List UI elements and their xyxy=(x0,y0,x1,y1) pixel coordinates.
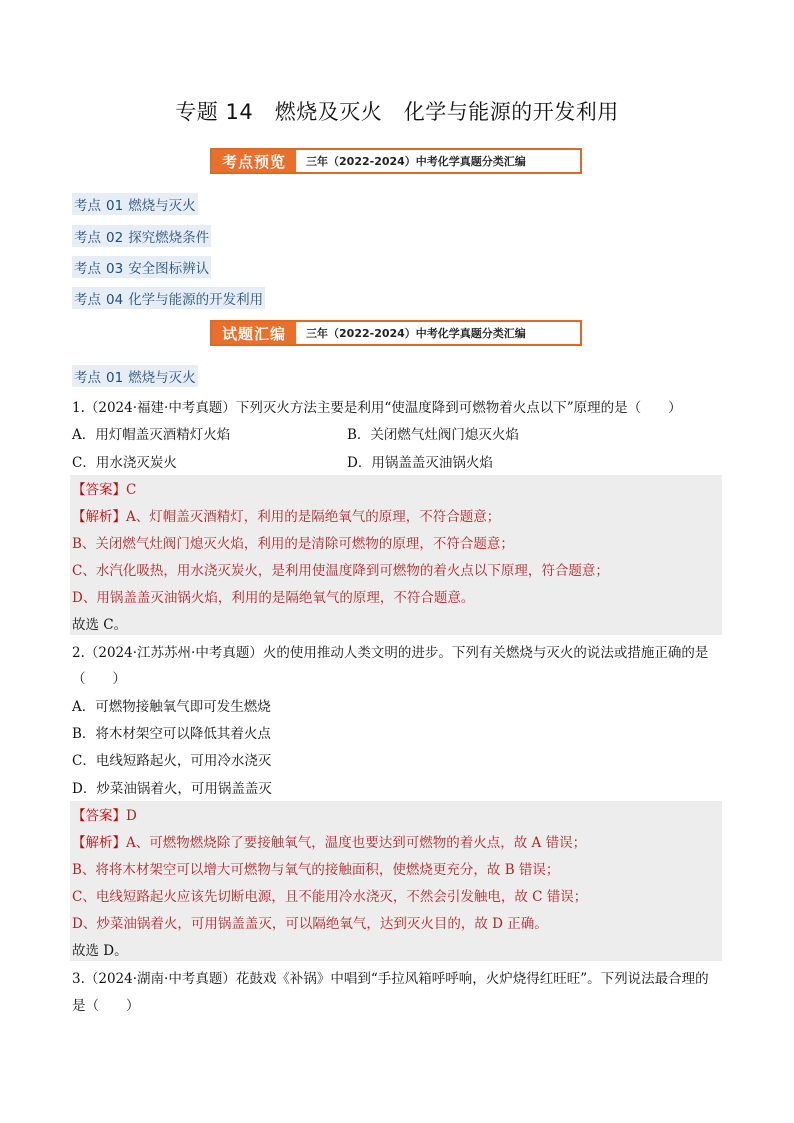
toc-prefix: 考点 xyxy=(74,292,101,308)
toc-link-01[interactable] xyxy=(72,193,198,215)
toc-label: 燃烧与灭火 xyxy=(128,198,196,214)
preview-banner xyxy=(210,148,582,174)
question-1-stem: 1.（2024·福建·中考真题）下列灭火方法主要是利用“使温度降到可燃物着火点以下”原理的是（ ） xyxy=(72,400,682,416)
q1-answer-box xyxy=(70,475,722,635)
page-title: 专题 14 燃烧及灭火 化学与能源的开发利用 xyxy=(175,100,619,124)
q1-analysis-line: 【解析】A、灯帽盖灭酒精灯，利用的是隔绝氧气的原理，不符合题意； xyxy=(72,509,501,525)
question-2-stem-cont: （ ） xyxy=(72,671,126,687)
q2-conclusion: 故选 D。 xyxy=(72,943,128,959)
question-3-stem-cont: 是（ ） xyxy=(72,998,140,1014)
q2-answer-box xyxy=(70,801,722,961)
q1-option-a: A．用灯帽盖灭酒精灯火焰 xyxy=(72,427,231,443)
toc-link-04[interactable] xyxy=(72,287,265,309)
toc-num: 02 xyxy=(106,230,124,246)
q2-analysis-line: 【解析】A、可燃物燃烧除了要接触氧气，温度也要达到可燃物的着火点，故 A 错误； xyxy=(72,835,587,851)
toc-prefix: 考点 xyxy=(74,230,101,246)
toc-label: 安全图标辨认 xyxy=(128,261,210,277)
banner-text: 三年（2022-2024）中考化学真题分类汇编 xyxy=(306,327,526,340)
banner-text: 三年（2022-2024）中考化学真题分类汇编 xyxy=(306,155,526,168)
q2-option-c: C．电线短路起火，可用冷水浇灭 xyxy=(72,753,272,769)
banner-tag: 考点预览 xyxy=(212,150,296,172)
q1-option-b: B．关闭燃气灶阀门熄灭火焰 xyxy=(347,427,519,443)
q2-analysis-line: C、电线短路起火应该先切断电源，且不能用冷水浇灭，不然会引发触电，故 C 错误； xyxy=(72,889,588,905)
q1-conclusion: 故选 C。 xyxy=(72,617,128,633)
q2-option-d: D．炒菜油锅着火，可用锅盖盖灭 xyxy=(72,781,272,797)
toc-prefix: 考点 xyxy=(74,261,101,277)
toc-prefix: 考点 xyxy=(74,198,101,214)
toc-label: 化学与能源的开发利用 xyxy=(128,292,264,308)
q2-analysis-line: D、炒菜油锅着火，可用锅盖盖灭，可以隔绝氧气，达到灭火目的，故 D 正确。 xyxy=(72,916,548,932)
q2-answer: 【答案】D xyxy=(72,808,137,824)
section-heading: 考点 01 燃烧与灭火 xyxy=(72,365,198,387)
toc-num: 03 xyxy=(106,261,124,277)
q1-analysis-line: C、水汽化吸热，用水浇灭炭火，是利用使温度降到可燃物的着火点以下原理，符合题意； xyxy=(72,563,609,579)
banner-tag: 试题汇编 xyxy=(212,322,296,344)
question-2-stem: 2.（2024·江苏苏州·中考真题）火的使用推动人类文明的进步。下列有关燃烧与灭火的说法或措施正确的是 xyxy=(72,645,709,661)
q2-option-a: A．可燃物接触氧气即可发生燃烧 xyxy=(72,699,271,715)
q1-option-c: C．用水浇灭炭火 xyxy=(72,455,177,471)
q1-answer: 【答案】C xyxy=(72,482,137,498)
toc-label: 探究燃烧条件 xyxy=(128,230,210,246)
compilation-banner xyxy=(210,320,582,346)
q2-analysis-line: B、将将木材架空可以增大可燃物与氧气的接触面积，使燃烧更充分，故 B 错误； xyxy=(72,862,560,878)
q1-option-d: D．用锅盖盖灭油锅火焰 xyxy=(347,455,493,471)
q1-analysis-line: B、关闭燃气灶阀门熄灭火焰，利用的是清除可燃物的原理，不符合题意； xyxy=(72,536,514,552)
toc-num: 01 xyxy=(106,198,124,214)
q1-analysis-line: D、用锅盖盖灭油锅火焰，利用的是隔绝氧气的原理，不符合题意。 xyxy=(72,590,475,606)
toc-link-02[interactable] xyxy=(72,225,211,247)
toc-num: 04 xyxy=(106,292,124,308)
question-3-stem: 3.（2024·湖南·中考真题）花鼓戏《补锅》中唱到“手拉风箱呼呼响，火炉烧得红旺旺”。下列说法最合理的 xyxy=(72,971,709,987)
q2-option-b: B．将木材架空可以降低其着火点 xyxy=(72,726,271,742)
toc-link-03[interactable] xyxy=(72,256,211,278)
